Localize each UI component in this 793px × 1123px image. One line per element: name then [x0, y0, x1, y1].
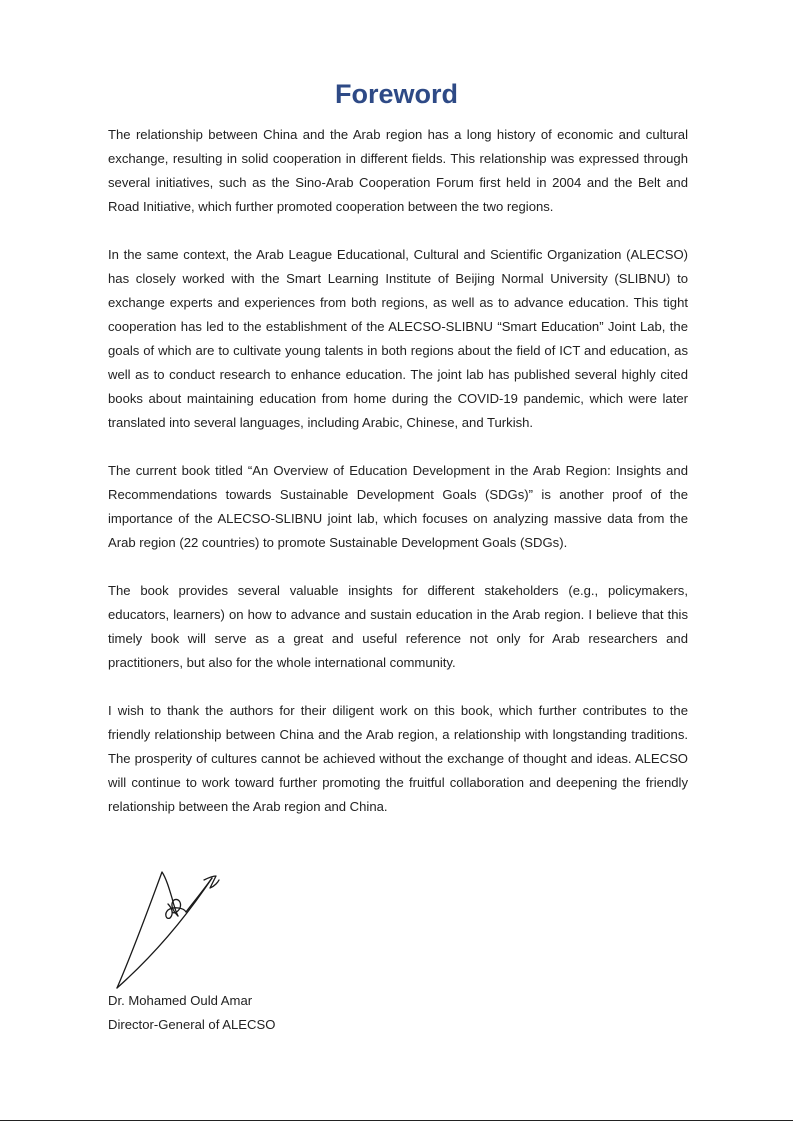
signer-role: Director-General of ALECSO [108, 1017, 276, 1032]
signer-name: Dr. Mohamed Ould Amar [108, 993, 253, 1008]
paragraph-1: The relationship between China and the Arab region has a long history of economic and cultural exchange, resulting in solid cooperation in different fields. This relationship was expressed through several initiatives, such as the Sino-Arab Cooperation Forum first held in 2004 and the Belt and Road Initiative, which further promoted cooperation between the two regions. [108, 127, 688, 214]
foreword-body [108, 123, 688, 843]
bottom-divider [0, 1120, 793, 1121]
paragraph-2: In the same context, the Arab League Educational, Cultural and Scientific Organization (ALECSO) has closely worked with the Smart Learning Institute of Beijing Normal University (SLIBNU) to exchange experts and experiences from both regions, as well as to advance education. This tight cooperation has led to the establishment of the ALECSO-SLIBNU “Smart Education” Joint Lab, the goals of which are to cultivate young talents in both regions about the field of ICT and education, as well as to conduct research to enhance education. The joint lab has published several highly cited books about maintaining education from home during the COVID-19 pandemic, which were later translated into several languages, including Arabic, Chinese, and Turkish. [108, 247, 688, 430]
paragraph-4: The book provides several valuable insights for different stakeholders (e.g., policymakers, educators, learners) on how to advance and sustain education in the Arab region. I believe that this timely book will serve as a great and useful reference not only for Arab researchers and practitioners, but also for the whole international community. [108, 583, 688, 670]
paragraph-5: I wish to thank the authors for their diligent work on this book, which further contributes to the friendly relationship between China and the Arab region, a relationship with longstanding traditions. The prosperity of cultures cannot be achieved without the exchange of thought and ideas. ALECSO will continue to work toward further promoting the fruitful collaboration and deepening the friendly relationship between the Arab region and China. [108, 703, 688, 814]
page-title: Foreword [334, 79, 458, 109]
signer-block [108, 989, 508, 1037]
paragraph-3: The current book titled “An Overview of Education Development in the Arab Region: Insights and Recommendations towards Sustainable Development Goals (SDGs)” is another proof of the importance of the ALECSO-SLIBNU joint lab, which focuses on analyzing massive data from the Arab region (22 countries) to promote Sustainable Development Goals (SDGs). [108, 463, 688, 550]
handwritten-signature [112, 868, 227, 992]
